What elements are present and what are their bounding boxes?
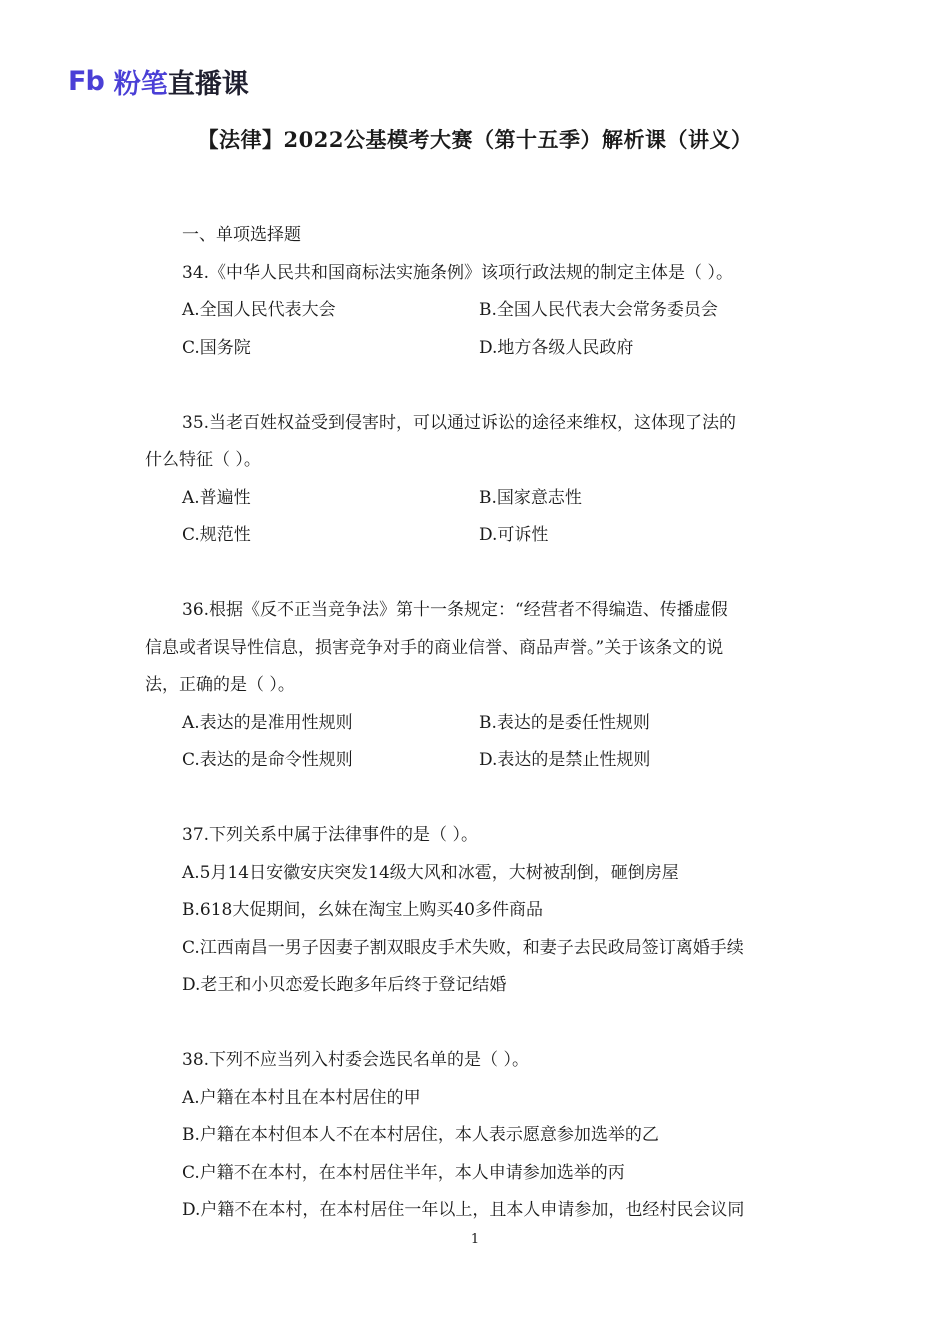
question-34-options-row-2 (145, 330, 810, 368)
option-c: C.江西南昌一男子因妻子割双眼皮手术失败，和妻子去民政局签订离婚手续 (182, 937, 744, 958)
page-number: 1 (470, 1232, 480, 1247)
question-36-stem-line-2: 信息或者误导性信息，损害竞争对手的商业信誉、商品声誉。”关于该条文的说 (145, 637, 724, 658)
brand-name-part-1: 粉笔 (113, 69, 168, 100)
question-36-options-row-1 (145, 705, 810, 743)
question-35-stem-line-1: 35.当老百姓权益受到侵害时，可以通过诉讼的途径来维权，这体现了法的 (182, 412, 737, 433)
question-36-options-row-2 (145, 742, 810, 780)
question-35-stem-line-2: 什么特征（ ）。 (145, 450, 261, 470)
question-34-stem: 34.《中华人民共和国商标法实施条例》该项行政法规的制定主体是（ ）。 (182, 262, 733, 283)
option-d: D.地方各级人民政府 (479, 337, 634, 358)
option-b: B.表达的是委任性规则 (479, 712, 650, 733)
brand-name-part-2: 直播课 (167, 69, 249, 100)
question-list (145, 217, 810, 1230)
question-38-stem: 38.下列不应当列入村委会选民名单的是（ ）。 (182, 1050, 529, 1070)
option-a: A.户籍在本村且在本村居住的甲 (182, 1087, 421, 1108)
option-d: D.户籍不在本村，在本村居住一年以上，且本人申请参加，也经村民会议同 (182, 1200, 745, 1220)
option-c: C.户籍不在本村，在本村居住半年，本人申请参加选举的丙 (182, 1162, 625, 1183)
fb-logo-icon: Fb (68, 66, 104, 97)
option-c: C.表达的是命令性规则 (182, 750, 353, 770)
option-a: A.全国人民代表大会 (182, 300, 336, 320)
option-d: D.可诉性 (479, 525, 549, 545)
question-35-options-row-1 (145, 480, 810, 518)
question-34-options-row-1 (145, 292, 810, 330)
question-36-stem-line-1: 36.根据《反不正当竞争法》第十一条规定：“经营者不得编造、传播虚假 (182, 600, 728, 620)
question-36-stem-line-3: 法，正确的是（ ）。 (145, 675, 295, 695)
question-37-stem: 37.下列关系中属于法律事件的是（ ）。 (182, 825, 478, 845)
option-a: A.表达的是准用性规则 (182, 712, 353, 733)
option-b: B.国家意志性 (479, 487, 582, 508)
option-d: D.表达的是禁止性规则 (479, 750, 651, 770)
option-b: B.618大促期间，幺妹在淘宝上购买40多件商品 (182, 900, 543, 920)
document-title: 【法律】2022公基模考大赛（第十五季）解析课（讲义） (197, 127, 753, 152)
question-35-options-row-2 (145, 517, 810, 555)
option-d: D.老王和小贝恋爱长跑多年后终于登记结婚 (182, 975, 507, 995)
option-c: C.国务院 (182, 337, 251, 358)
option-b: B.全国人民代表大会常务委员会 (479, 300, 718, 320)
option-a: A.普遍性 (182, 487, 251, 508)
option-c: C.规范性 (182, 525, 251, 545)
brand-logo (68, 62, 249, 101)
section-heading: 一、单项选择题 (182, 225, 301, 245)
option-b: B.户籍在本村但本人不在本村居住，本人表示愿意参加选举的乙 (182, 1125, 659, 1145)
brand-name (114, 62, 249, 101)
option-a: A.5月14日安徽安庆突发14级大风和冰雹，大树被刮倒，砸倒房屋 (182, 862, 679, 883)
